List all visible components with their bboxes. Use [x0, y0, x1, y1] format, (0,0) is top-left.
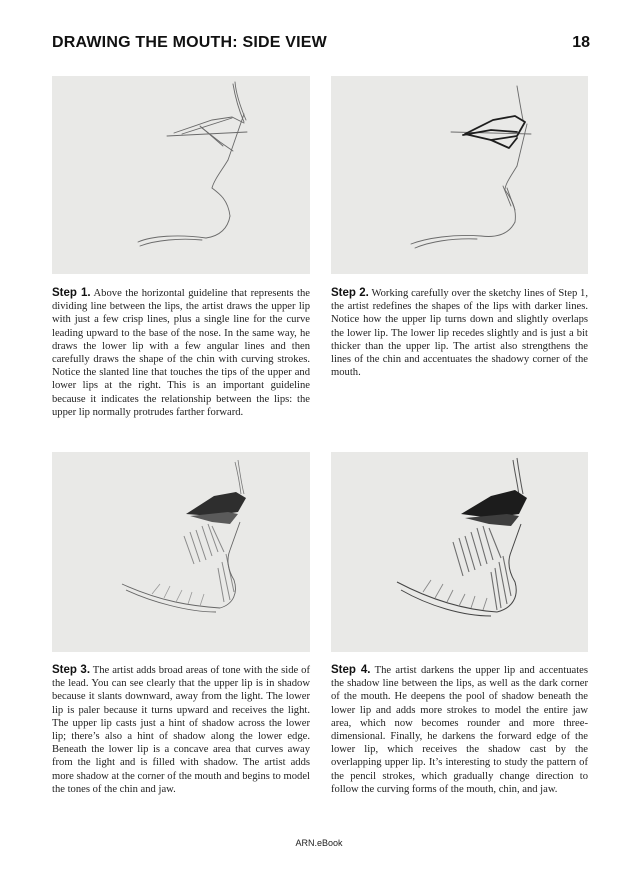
step-3-drawing — [52, 452, 310, 652]
step-1-sketch — [52, 76, 310, 274]
step-1-label: Step 1. — [52, 287, 91, 299]
step-2-illustration — [331, 76, 588, 274]
step-2-label: Step 2. — [331, 287, 369, 299]
step-4-drawing — [331, 452, 588, 652]
step-1-text: Above the horizontal guideline that represents the dividing line between the lips, the artist draws the upper lip with just a few crisp lines, plus a single line for the curve leading upward to the base of the nose. In the same way, he draws the lower lip with a few angular lines and then carefully draws the shape of the chin with curving strokes. Notice the slanted line that touches the tips of the upper and lower lips at the right. This is an important guideline because it indicates the relationship between the lips: the upper lip normally protrudes farther forward. — [52, 288, 310, 418]
page-header — [52, 34, 590, 56]
step-4-label: Step 4. — [331, 664, 371, 676]
step-2-sketch — [331, 76, 588, 274]
step-3-label: Step 3. — [52, 664, 91, 676]
step-3-text: The artist adds broad areas of tone with the side of the lead. You can see clearly that the upper lip is in shadow because it slants downward, away from the light. The lower lip is paler because it turns upward and receives the light. The upper lip casts just a hint of shadow across the lower lip; there’s also a hint of shadow along the lower edge. Beneath the lower lip is a concave area that curves away from the light and is filled with shadow. The artist adds more shadow at the corner of the mouth and begins to model the tones of the chin and jaw. — [52, 665, 310, 795]
step-4-illustration — [331, 452, 588, 652]
step-4-caption — [331, 664, 588, 796]
page-number: 18 — [572, 34, 590, 51]
step-2-text: Working carefully over the sketchy lines of Step 1, the artist redefines the shapes of the lips with darker lines. Notice how the upper lip turns down and slightly overlaps the lower lip. The lower lip recedes slightly and is just a bit thicker than the upper lip. The artist also strengthens the lines of the chin and accentuates the shadowy corner of the mouth. — [331, 288, 588, 379]
step-2-caption — [331, 287, 588, 379]
step-1-illustration — [52, 76, 310, 274]
page-title: DRAWING THE MOUTH: SIDE VIEW — [52, 34, 327, 51]
page-footer: ARN.eBook — [295, 838, 343, 848]
step-1-caption — [52, 287, 310, 419]
step-3-illustration — [52, 452, 310, 652]
step-4-text: The artist darkens the upper lip and accentuates the shadow line between the lips, as well as the dark corner of the mouth. He deepens the pool of shadow beneath the lower lip and adds more strokes to model the entire jaw area, which now becomes rounder and more three-dimensional. Finally, he darkens the forward edge of the lower lip, which receives the shadow cast by the overlapping upper lip. It’s interesting to study the pattern of the pencil strokes, which gradually change direction to follow the curving forms of the mouth, chin, and jaw. — [331, 665, 588, 795]
step-3-caption — [52, 664, 310, 796]
